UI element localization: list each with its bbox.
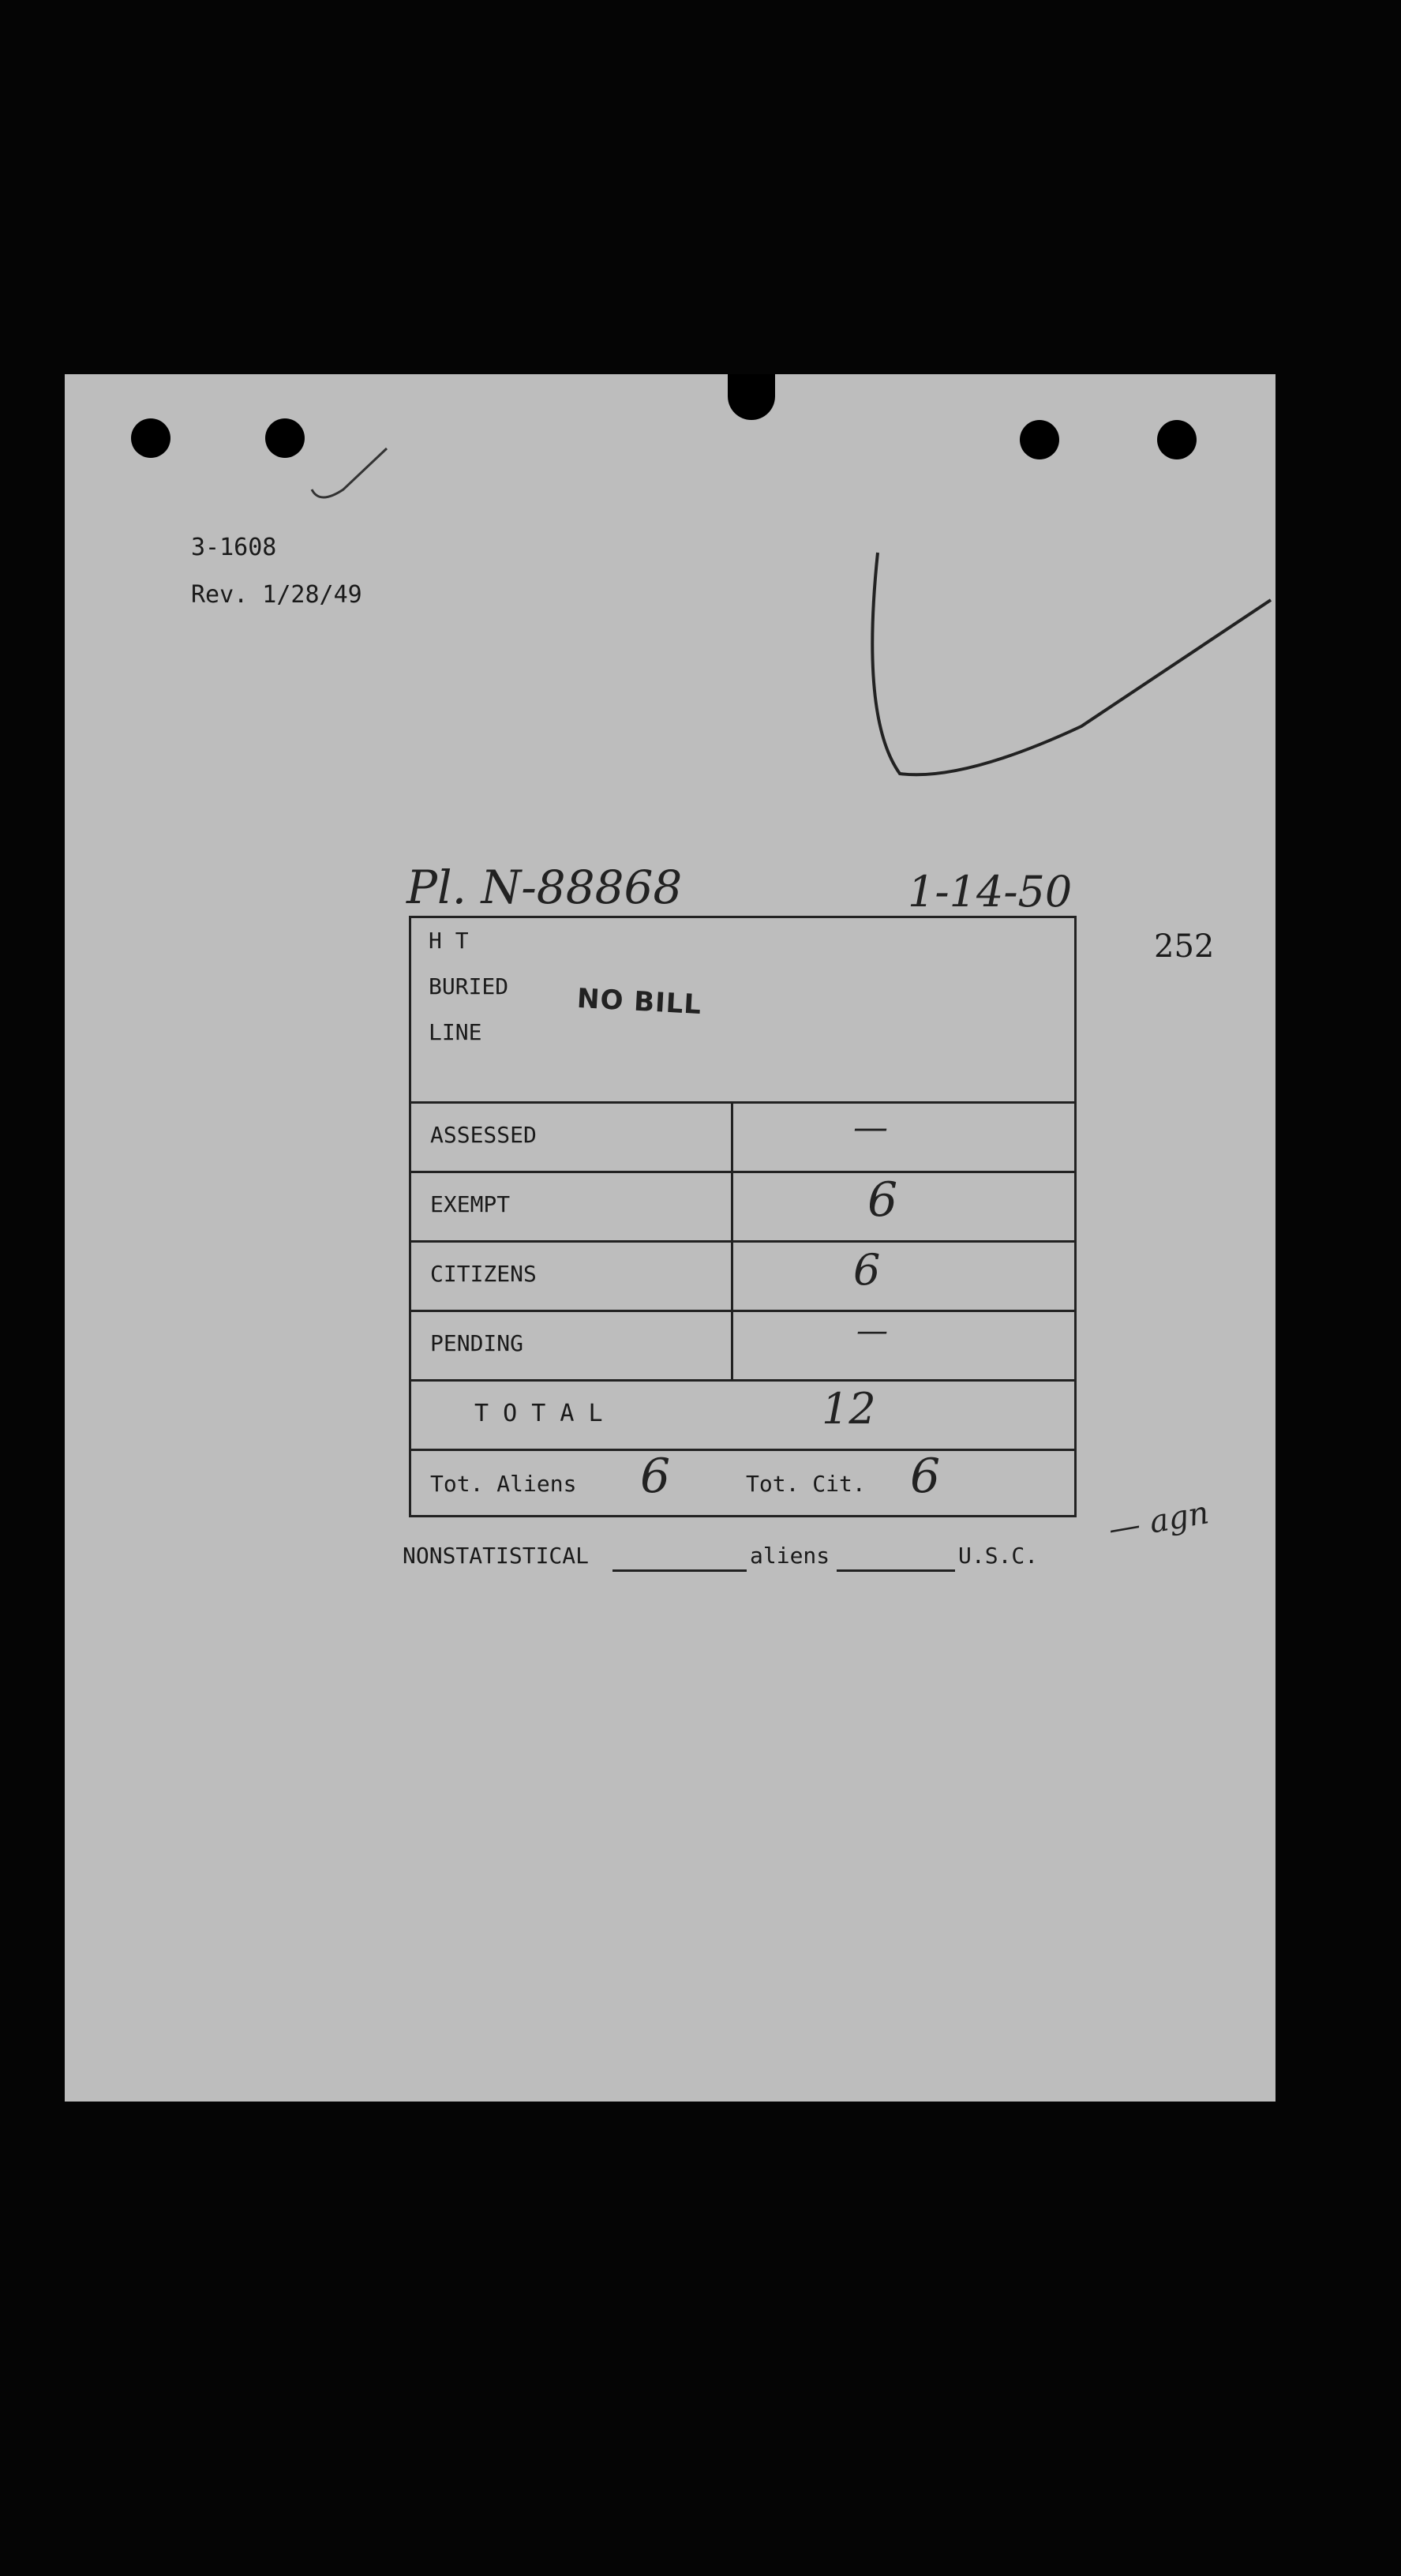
total-value: 12 [822,1384,876,1434]
divider [411,1310,1074,1312]
tot-cit-value: 6 [910,1449,941,1504]
row-label-citizens: CITIZENS [430,1261,537,1287]
punch-hole [131,418,170,458]
row-value-citizens: 6 [853,1245,881,1295]
tot-cit-label: Tot. Cit. [746,1471,866,1497]
nonstatistical-label: NONSTATISTICAL [403,1543,590,1569]
row-value-pending: — [856,1313,888,1349]
row-value-exempt: 6 [867,1172,898,1228]
large-check-mark-icon [845,545,1287,797]
usc-label: U.S.C. [958,1543,1039,1569]
header-line-buried: BURIED [429,973,509,999]
page-number: 252 [1154,928,1215,965]
row-value-assessed: — [853,1108,888,1148]
punch-hole [265,418,305,458]
aliens-blank [837,1569,955,1572]
form-revision: Rev. 1/28/49 [191,581,362,609]
row-label-exempt: EXEMPT [430,1191,511,1217]
divider [411,1449,1074,1451]
reviewer-initials: — agn [1105,1494,1212,1548]
check-mark-icon [308,442,395,505]
divider [411,1101,1074,1104]
no-bill-stamp: NO BILL [576,982,703,1022]
handwritten-date: 1-14-50 [908,867,1073,917]
header-line-ht: H T [429,928,469,954]
row-label-assessed: ASSESSED [430,1122,537,1148]
punch-hole [1020,420,1059,459]
tot-aliens-label: Tot. Aliens [430,1471,577,1497]
tally-form [409,916,1077,1517]
header-line-line: LINE [429,1019,482,1045]
total-label: T O T A L [474,1400,603,1427]
row-label-pending: PENDING [430,1330,524,1356]
divider [411,1171,1074,1173]
aliens-label: aliens [750,1543,830,1569]
punch-hole [1157,420,1197,459]
handwritten-reference: Pl. N-88868 [406,861,683,914]
divider [411,1379,1074,1382]
form-number: 3-1608 [191,534,277,561]
tot-aliens-value: 6 [640,1449,671,1504]
divider [411,1240,1074,1243]
nonstatistical-line [403,1543,1081,1577]
nonstatistical-blank [612,1569,747,1572]
column-divider [731,1101,733,1379]
paper-tear [728,374,775,420]
